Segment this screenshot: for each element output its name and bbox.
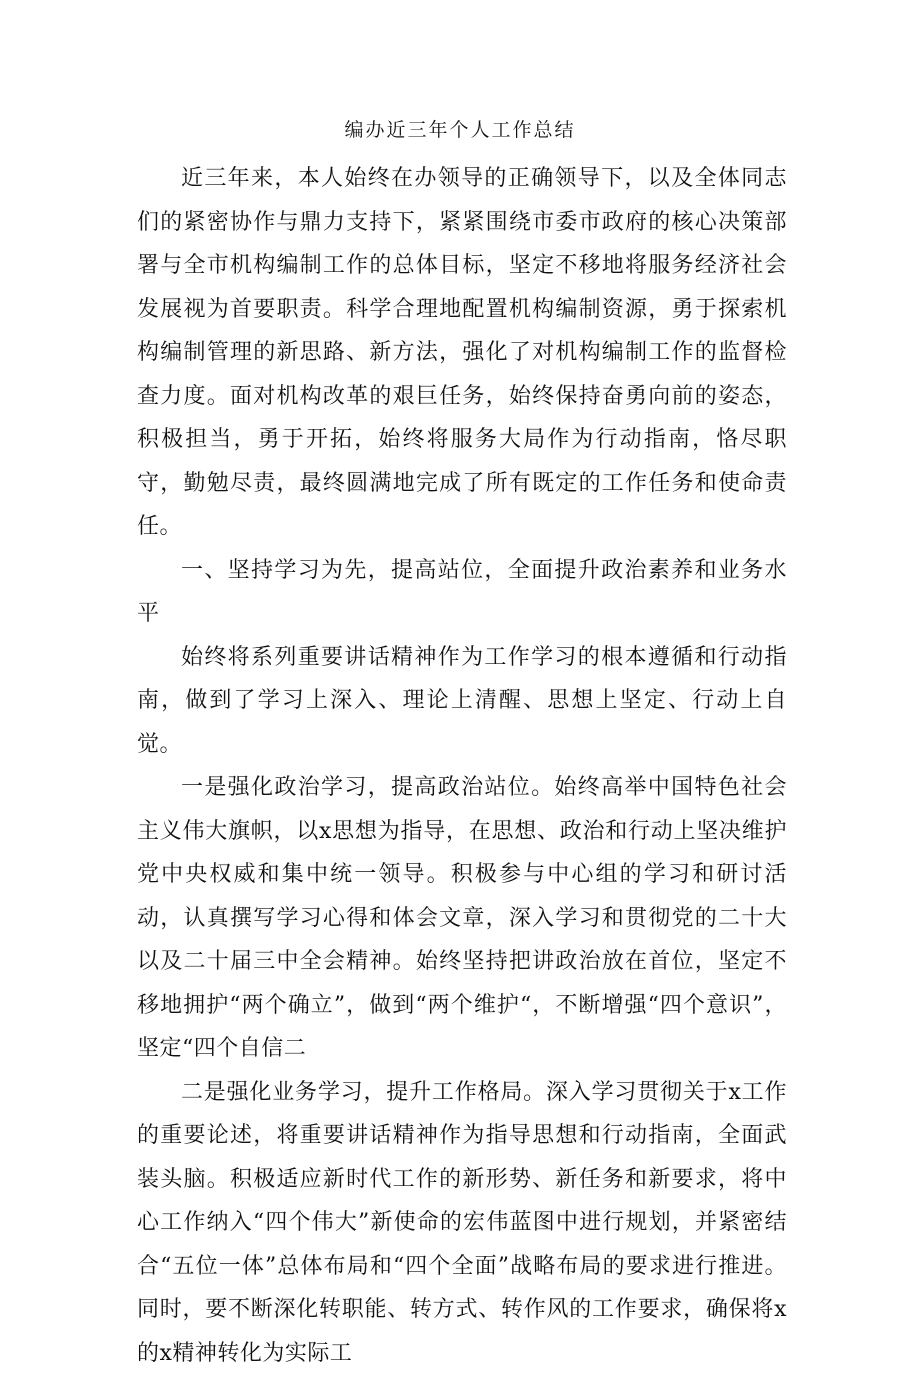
paragraph-intro: 近三年来，本人始终在办领导的正确领导下，以及全体同志们的紧密协作与鼎力支持下，紧紧围绕市委市政府的核心决策部署与全市机构编制工作的总体目标，坚定不移地将服务经济社会发展视为首要职责。科学合理地配置机构编制资源，勇于探索机构编制管理的新思路、新方法，强化了对机构编制工作的监督检查力度。面对机构改革的艰巨任务，始终保持奋勇向前的姿态，积极担当，勇于开拓，始终将服务大局作为行动指南，恪尽职守，勤勉尽责，最终圆满地完成了所有既定的工作任务和使命责任。 xyxy=(137,157,787,549)
paragraph-business-study: 二是强化业务学习，提升工作格局。深入学习贯彻关于x工作的重要论述，将重要讲话精神作为指导思想和行动指南，全面武装头脑。积极适应新时代工作的新形势、新任务和新要求，将中心工作纳入“四个伟大”新使命的宏伟蓝图中进行规划，并紧密结合“五位一体”总体布局和“四个全面”战略布局的要求进行推进。同时，要不断深化转职能、转方式、转作风的工作要求，确保将x的x精神转化为实际工 xyxy=(137,1071,787,1375)
section-heading-1: 一、坚持学习为先，提高站位，全面提升政治素养和业务水平 xyxy=(137,549,787,636)
paragraph-political-study: 一是强化政治学习，提高政治站位。始终高举中国特色社会主义伟大旗帜，以x思想为指导，在思想、政治和行动上坚决维护党中央权威和集中统一领导。积极参与中心组的学习和研讨活动，认真撰写学习心得和体会文章，深入学习和贯彻党的二十大以及二十届三中全会精神。始终坚持把讲政治放在首位，坚定不移地拥护“两个确立”，做到“两个维护“，不断增强“四个意识”，坚定“四个自信二 xyxy=(137,766,787,1071)
document-body xyxy=(137,157,787,1375)
document-title: 编办近三年个人工作总结 xyxy=(0,116,920,144)
paragraph-section-1-intro: 始终将系列重要讲话精神作为工作学习的根本遵循和行动指南，做到了学习上深入、理论上清醒、思想上坚定、行动上自觉。 xyxy=(137,636,787,767)
